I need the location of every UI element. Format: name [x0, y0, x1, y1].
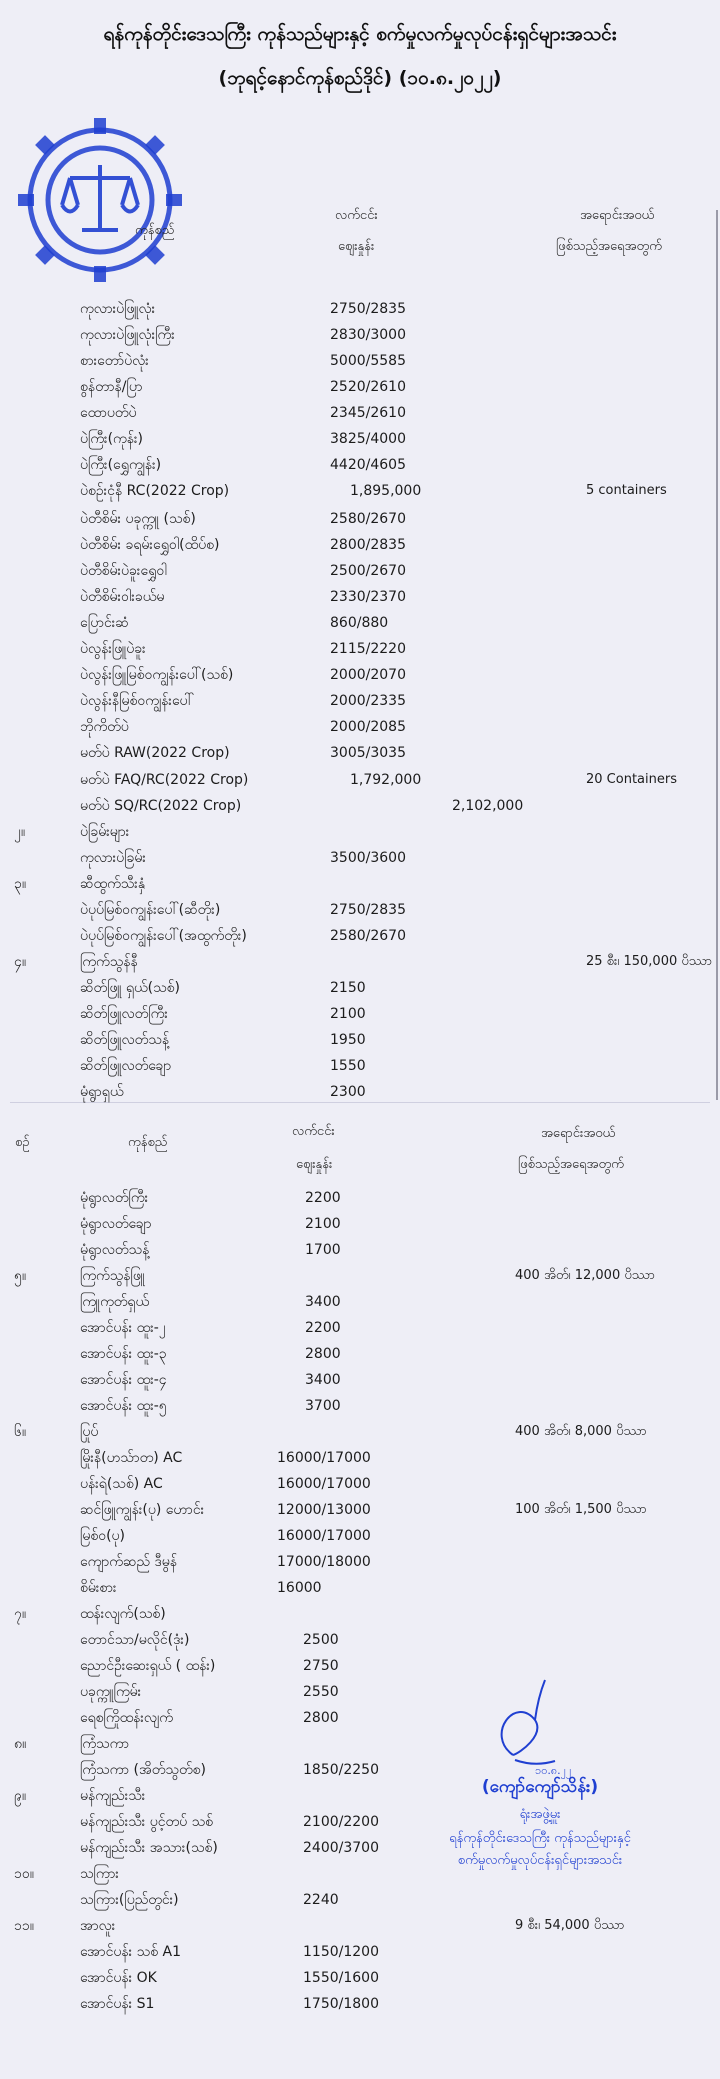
commodity-name: ပခုက္ကူကြမ်း: [80, 1684, 142, 1700]
row-number: ၁၀။: [14, 1866, 34, 1882]
commodity-name: ပဲကြီး(ကုန်း): [80, 431, 144, 447]
header2-no: စဉ်: [15, 1135, 30, 1150]
commodity-price: 2800/2835: [330, 537, 406, 553]
commodity-name: ပဲခြမ်းများ: [80, 824, 130, 840]
signature-date: ၁၀.၈.၂၂: [535, 1764, 572, 1777]
commodity-name: ကြံသကာ (အိတ်သွတ်စ): [80, 1762, 206, 1778]
commodity-price: 2150: [330, 980, 366, 996]
commodity-price: 2100: [305, 1216, 341, 1232]
commodity-name: ကျောက်ဆည် ဒီမွန်: [80, 1554, 178, 1570]
commodity-name: စွန်တာနီ/ပြာ: [80, 379, 143, 395]
commodity-name: ပဲတီစိမ်းဝါးခယ်မ: [80, 589, 165, 605]
commodity-price: 5000/5585: [330, 353, 406, 369]
commodity-price: 1,895,000: [350, 483, 422, 499]
commodity-price: 12000/13000: [277, 1502, 371, 1518]
trade-volume-note: 20 Containers: [586, 772, 677, 787]
commodity-price: 2100: [330, 1006, 366, 1022]
commodity-name: မြိုးနီ(ဟသ်ာတ) AC: [80, 1450, 183, 1466]
commodity-name: မန်ကျည်းသီး ပွင့်တပ် သစ်: [80, 1814, 214, 1830]
commodity-price: 4420/4605: [330, 457, 406, 473]
header2-price-bottom: ဈေးနှုန်း: [296, 1157, 333, 1172]
commodity-name: ပဲစဉ်းငုံနီ RC(2022 Crop): [80, 483, 230, 499]
commodity-name: ရေစကြိုထန်းလျက်: [80, 1710, 173, 1726]
commodity-name: ကုလားပဲခြမ်း: [80, 850, 146, 866]
commodity-name: အောင်ပန်း OK: [80, 1970, 157, 1986]
commodity-price: 3400: [305, 1294, 341, 1310]
commodity-name: အောင်ပန်း ထူး-၅: [80, 1398, 167, 1414]
row-number: ၁၁။: [14, 1918, 34, 1934]
commodity-name: အောင်ပန်း ထူး-၃: [80, 1346, 167, 1362]
commodity-name: သကြား: [80, 1866, 119, 1882]
header2-note-top: အရောင်းအဝယ်: [541, 1126, 616, 1141]
header2-note-bottom: ဖြစ်သည့်အရေအတွက်: [518, 1157, 624, 1172]
row-number: ၃။: [14, 876, 27, 892]
commodity-name: ပဲလွန်းဖြူပဲခူး: [80, 641, 146, 657]
commodity-name: မုံရွာလတ်ကြီး: [80, 1190, 149, 1206]
commodity-price: 2300: [330, 1084, 366, 1100]
signatory-org-line1: ရန်ကုန်တိုင်းဒေသကြီး ကုန်သည်များနှင့်: [449, 1831, 631, 1846]
commodity-name: သကြား(ပြည်တွင်း): [80, 1892, 179, 1908]
commodity-price: 2580/2670: [330, 928, 406, 944]
commodity-price: 2400/3700: [303, 1840, 379, 1856]
commodity-name: မတ်ပဲ SQ/RC(2022 Crop): [80, 798, 242, 814]
signatory-role: ရုံးအဖွဲ့မှူး: [519, 1807, 561, 1822]
signatory-org-line2: စက်မှုလက်မှုလုပ်ငန်းရှင်များအသင်း: [457, 1853, 623, 1868]
commodity-name: ပဲပုပ်မြစ်ဝကျွန်းပေါ်(ဆီတိုး): [80, 902, 221, 918]
document-subtitle: (ဘုရင့်နောင်ကုန်စည်ဒိုင်) (၁၀.၈.၂၀၂၂): [218, 67, 502, 89]
commodity-name: အောင်ပန်း ထူး-၂: [80, 1320, 166, 1336]
commodity-name: မန်ကျည်းသီး: [80, 1788, 146, 1804]
commodity-name: ဆင်ဖြူကျွန်း(ပု) ဟောင်း: [80, 1502, 205, 1518]
commodity-price: 3400: [305, 1372, 341, 1388]
commodity-price: 1550: [330, 1058, 366, 1074]
commodity-name: ပဲကြီး(ရွှေကျွန်း): [80, 457, 162, 473]
header2-price-top: လက်ငင်း: [292, 1124, 335, 1139]
commodity-name: ဆိတ်ဖြူလတ်ကြီး: [80, 1006, 168, 1022]
commodity-price: 16000/17000: [277, 1528, 371, 1544]
row-number: ၄။: [14, 954, 27, 970]
commodity-name: ပဲတီစိမ်းပဲခူးရွှေဝါ: [80, 563, 167, 579]
commodity-name: ကြက်သွန်ဖြူ: [80, 1268, 145, 1284]
trade-volume-note: 9 စီး၊ 54,000 ပိဿာ: [515, 1918, 625, 1933]
commodity-price: 2580/2670: [330, 511, 406, 527]
commodity-price: 2750/2835: [330, 301, 406, 317]
commodity-name: ကုလားပဲဖြူလုံးကြီး: [80, 327, 175, 343]
row-number: ၆။: [14, 1424, 27, 1440]
commodity-name: မုံရွာရှယ်: [80, 1084, 124, 1100]
commodity-price: 3825/4000: [330, 431, 406, 447]
commodity-name: ဆိတ်ဖြူလတ်ချော: [80, 1058, 172, 1074]
commodity-price: 16000/17000: [277, 1476, 371, 1492]
commodity-name: ကြက်သွန်နီ: [80, 954, 138, 970]
commodity-name: ဆီထွက်သီးနှံ: [80, 876, 146, 892]
header-note-bottom: ဖြစ်သည့်အရေအတွက်: [556, 239, 662, 254]
commodity-price: 2,102,000: [452, 798, 524, 814]
commodity-name: ထန်းလျက်(သစ်): [80, 1606, 166, 1622]
commodity-price: 3700: [305, 1398, 341, 1414]
header-price-bottom: ဈေးနှုန်း: [338, 239, 375, 254]
commodity-name: စားတော်ပဲလုံး: [80, 353, 149, 369]
header-price-top: လက်ငင်း: [335, 208, 378, 223]
row-number: ၅။: [14, 1268, 27, 1284]
commodity-price: 1700: [305, 1242, 341, 1258]
commodity-price: 2330/2370: [330, 589, 406, 605]
commodity-price: 2500/2670: [330, 563, 406, 579]
commodity-name: ကြံသကာ: [80, 1736, 130, 1752]
commodity-price: 860/880: [330, 615, 389, 631]
commodity-price: 2200: [305, 1320, 341, 1336]
trade-volume-note: 25 စီး၊ 150,000 ပိဿာ: [586, 954, 713, 969]
commodity-price: 16000: [277, 1580, 322, 1596]
page-edge-line: [716, 210, 718, 1100]
commodity-price: 2750/2835: [330, 902, 406, 918]
commodity-name: ဘိုကိတ်ပဲ: [80, 719, 129, 735]
commodity-name: မုံရွာလတ်ချော: [80, 1216, 152, 1232]
commodity-name: မုံရွာလတ်သန့်: [80, 1242, 150, 1258]
commodity-name: မတ်ပဲ FAQ/RC(2022 Crop): [80, 772, 249, 788]
commodity-price: 2115/2220: [330, 641, 406, 657]
trade-volume-note: 400 အိတ်၊ 12,000 ပိဿာ: [515, 1268, 656, 1283]
commodity-name: ပြောင်းဆံ: [80, 615, 129, 631]
section-divider: [10, 1102, 710, 1103]
commodity-name: ပဲတီစိမ်း ခရမ်းရွှေဝါ(ထိပ်စ): [80, 537, 220, 553]
commodity-name: ကြူကုတ်ရှယ်: [80, 1294, 150, 1310]
commodity-price: 1950: [330, 1032, 366, 1048]
commodity-price: 2830/3000: [330, 327, 406, 343]
commodity-name: ကုလားပဲဖြူလုံး: [80, 301, 156, 317]
commodity-price: 1550/1600: [303, 1970, 379, 1986]
commodity-name: အောင်ပန်း သစ် A1: [80, 1944, 182, 1960]
commodity-price: 2800: [305, 1346, 341, 1362]
commodity-name: ပဲလွန်းနီမြစ်ဝကျွန်းပေါ်: [80, 693, 194, 709]
commodity-name: ပန်းရဲ(သစ်) AC: [80, 1476, 163, 1492]
commodity-price: 1150/1200: [303, 1944, 379, 1960]
commodity-name: ညောင်ဦးဆေးရှယ် ( ထန်း): [80, 1658, 216, 1674]
commodity-price: 2100/2200: [303, 1814, 379, 1830]
commodity-name: အောင်ပန်း S1: [80, 1996, 155, 2012]
commodity-price: 2200: [305, 1190, 341, 1206]
trade-volume-note: 400 အိတ်၊ 8,000 ပိဿာ: [515, 1424, 647, 1439]
commodity-name: ပဲပုပ်မြစ်ဝကျွန်းပေါ်(အထွက်တိုး): [80, 928, 247, 944]
header-name: ကုန်စည်: [135, 223, 175, 238]
commodity-price: 2240: [303, 1892, 339, 1908]
row-number: ၉။: [14, 1788, 27, 1804]
commodity-price: 3500/3600: [330, 850, 406, 866]
commodity-price: 2000/2085: [330, 719, 406, 735]
row-number: ၇။: [14, 1606, 27, 1622]
commodity-name: အာလူး: [80, 1918, 116, 1934]
commodity-price: 2520/2610: [330, 379, 406, 395]
row-number: ၈။: [14, 1736, 27, 1752]
commodity-name: မြစ်ဝ(ပု): [80, 1528, 125, 1544]
row-number: ၂။: [14, 824, 26, 840]
commodity-price: 1750/1800: [303, 1996, 379, 2012]
commodity-name: စိမ်းစား: [80, 1580, 117, 1596]
commodity-name: ထောပတ်ပဲ: [80, 405, 137, 421]
commodity-name: မန်ကျည်းသီး အသား(သစ်): [80, 1840, 218, 1856]
commodity-name: မတ်ပဲ RAW(2022 Crop): [80, 745, 230, 761]
commodity-price: 3005/3035: [330, 745, 406, 761]
commodity-price: 1,792,000: [350, 772, 422, 788]
commodity-name: ပြုပ်: [80, 1424, 99, 1440]
header2-name: ကုန်စည်: [128, 1135, 168, 1150]
commodity-price: 2000/2335: [330, 693, 406, 709]
commodity-price: 2550: [303, 1684, 339, 1700]
commodity-price: 2345/2610: [330, 405, 406, 421]
commodity-price: 2500: [303, 1632, 339, 1648]
commodity-name: ဆိတ်ဖြူလတ်သန့်: [80, 1032, 170, 1048]
commodity-name: ဆိတ်ဖြူ ရှယ်(သစ်): [80, 980, 180, 996]
trade-volume-note: 100 အိတ်၊ 1,500 ပိဿာ: [515, 1502, 647, 1517]
document-title: ရန်ကုန်တိုင်းဒေသကြီး ကုန်သည်များနှင့် စက်မှုလက်မှုလုပ်ငန်းရှင်များအသင်း: [103, 23, 617, 45]
commodity-name: ပဲတီစိမ်း ပခုက္ကူ (သစ်): [80, 511, 196, 527]
header-note-top: အရောင်းအဝယ်: [580, 208, 655, 223]
commodity-price: 2750: [303, 1658, 339, 1674]
commodity-price: 1850/2250: [303, 1762, 379, 1778]
commodity-price: 2800: [303, 1710, 339, 1726]
association-seal-icon: [10, 110, 190, 290]
commodity-name: ပဲလွန်းဖြူမြစ်ဝကျွန်းပေါ်(သစ်): [80, 667, 234, 683]
trade-volume-note: 5 containers: [586, 483, 667, 498]
commodity-price: 17000/18000: [277, 1554, 371, 1570]
commodity-name: အောင်ပန်း ထူး-၄: [80, 1372, 167, 1388]
commodity-price: 2000/2070: [330, 667, 406, 683]
commodity-price: 16000/17000: [277, 1450, 371, 1466]
signatory-name: (ကျော်ကျော်သိန်း): [481, 1777, 599, 1797]
commodity-name: တောင်သာ/မလိုင်(ဒုံး): [80, 1632, 190, 1648]
